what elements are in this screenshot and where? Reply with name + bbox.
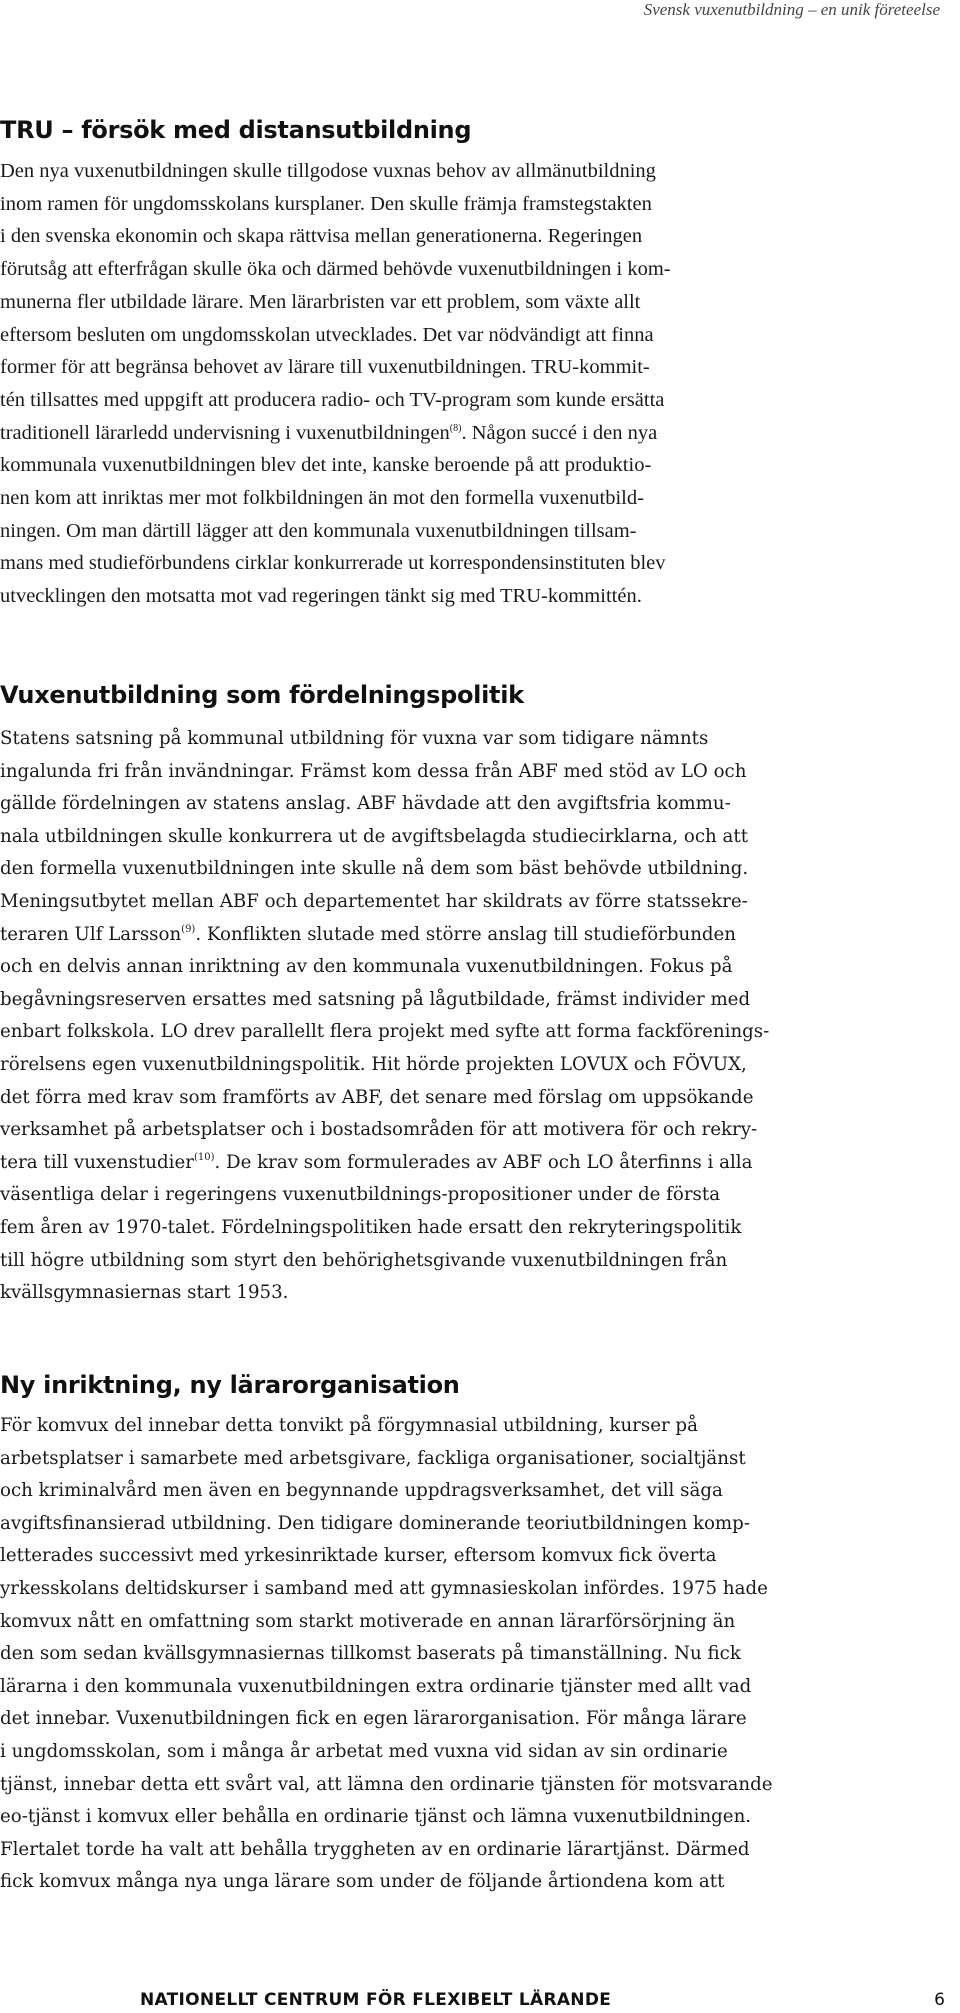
text-line <box>0 417 960 450</box>
text-line: nala utbildningen skulle konkurrera ut de avgiftsbelagda studiecirklarna, och att <box>0 825 748 847</box>
text-line: nen kom att inriktas mer mot folkbildningen än mot den formella vuxenutbild- <box>0 487 644 510</box>
text-line: avgiftsfinansierad utbildning. Den tidigare dominerande teoriutbildningen komp- <box>0 1512 750 1534</box>
text-line: och en delvis annan inriktning av den kommunala vuxenutbildningen. Fokus på <box>0 956 733 978</box>
section-fordelningspolitik <box>0 680 960 1310</box>
text-fragment: . Någon succé i den nya <box>461 421 658 444</box>
text-line: i ungdomsskolan, som i många år arbetat med vuxna vid sidan av sin ordinarie <box>0 1740 728 1762</box>
text-line <box>0 1147 960 1180</box>
text-line: yrkesskolans deltidskurser i samband med att gymnasieskolan infördes. 1975 hade <box>0 1577 768 1599</box>
text-fragment: . De krav som formulerades av ABF och LO återfinns i alla <box>214 1151 753 1173</box>
text-line: Den nya vuxenutbildningen skulle tillgodose vuxnas behov av allmänutbildning <box>0 160 656 182</box>
text-line: ningen. Om man därtill lägger att den kommunala vuxenutbildningen tillsam- <box>0 519 637 542</box>
text-line: kommunala vuxenutbildningen blev det inte, kanske beroende på att produktio- <box>0 454 652 477</box>
section-heading: TRU – försök med distansutbildning <box>0 116 472 144</box>
running-header: Svensk vuxenutbildning – en unik företeelse <box>643 0 940 19</box>
text-line: fem åren av 1970-talet. Fördelningspolitiken hade ersatt den rekryteringspolitik <box>0 1216 742 1238</box>
text-line: och kriminalvård men även en begynnande uppdragsverksamhet, det vill säga <box>0 1480 723 1502</box>
text-line: mans med studieförbundens cirklar konkurrerade ut korrespondensinstituten blev <box>0 552 666 575</box>
text-fragment: . Konflikten slutade med större anslag till studieförbunden <box>195 923 737 945</box>
footnote-ref: (9) <box>181 923 196 935</box>
text-line: Statens satsning på kommunal utbildning för vuxna var som tidigare nämnts <box>0 728 709 749</box>
text-line: det förra med krav som framförts av ABF, det senare med förslag om uppsökande <box>0 1086 754 1108</box>
text-line <box>0 919 960 952</box>
text-line: enbart folkskola. LO drev parallellt flera projekt med syfte att forma fackförenings- <box>0 1021 770 1043</box>
text-line: lärarna i den kommunala vuxenutbildningen extra ordinarie tjänster med allt vad <box>0 1675 752 1697</box>
text-line: det innebar. Vuxenutbildningen fick en egen lärarorganisation. För många lärare <box>0 1708 747 1730</box>
text-line: tén tillsattes med uppgift att producera radio- och TV-program som kunde ersätta <box>0 388 665 411</box>
section-paragraph <box>0 155 960 613</box>
text-line: väsentliga delar i regeringens vuxenutbildnings-propositioner under de första <box>0 1184 721 1206</box>
footer-organization: NATIONELLT CENTRUM FÖR FLEXIBELT LÄRANDE <box>140 1990 612 2010</box>
text-line: former för att begränsa behovet av lärare till vuxenutbildningen. TRU-kommit- <box>0 356 650 379</box>
text-line: För komvux del innebar detta tonvikt på förgymnasial utbildning, kurser på <box>0 1415 698 1436</box>
text-line: den som sedan kvällsgymnasiernas tillkomst baserats på timanställning. Nu fick <box>0 1643 741 1665</box>
text-line: kvällsgymnasiernas start 1953. <box>0 1282 289 1304</box>
section-ny-inriktning <box>0 1370 960 1899</box>
text-line: begåvningsreserven ersattes med satsning på lågutbildade, främst individer med <box>0 988 751 1010</box>
text-line: förutsåg att efterfrågan skulle öka och därmed behövde vuxenutbildningen i kom- <box>0 258 671 281</box>
section-tru <box>0 115 960 613</box>
page-footer <box>140 1990 945 2010</box>
page-number: 6 <box>934 1990 945 2010</box>
text-line: den formella vuxenutbildningen inte skulle nå dem som bäst behövde utbildning. <box>0 858 749 880</box>
text-line: rörelsens egen vuxenutbildningspolitik. Hit hörde projekten LOVUX och FÖVUX, <box>0 1053 747 1075</box>
text-line: tjänst, innebar detta ett svårt val, att lämna den ordinarie tjänsten för motsvarande <box>0 1773 773 1795</box>
text-line: eftersom besluten om ungdomsskolan utvecklades. Det var nödvändigt att finna <box>0 323 654 346</box>
section-paragraph <box>0 1410 960 1899</box>
text-line: arbetsplatser i samarbete med arbetsgivare, fackliga organisationer, socialtjänst <box>0 1447 746 1469</box>
text-fragment: teraren Ulf Larsson <box>0 923 182 945</box>
text-line: i den svenska ekonomin och skapa rättvisa mellan generationerna. Regeringen <box>0 225 643 248</box>
section-heading: Ny inriktning, ny lärarorganisation <box>0 1371 460 1399</box>
text-line: ingalunda fri från invändningar. Främst kom dessa från ABF med stöd av LO och <box>0 760 747 782</box>
text-line: letterades successivt med yrkesinriktade kurser, eftersom komvux fick överta <box>0 1545 717 1567</box>
text-line: utvecklingen den motsatta mot vad regeringen tänkt sig med TRU-kommittén. <box>0 585 642 608</box>
section-paragraph <box>0 723 960 1310</box>
footnote-ref: (8) <box>449 422 462 434</box>
text-line: till högre utbildning som styrt den behörighetsgivande vuxenutbildningen från <box>0 1249 728 1271</box>
section-heading: Vuxenutbildning som fördelningspolitik <box>0 681 524 709</box>
text-line: fick komvux många nya unga lärare som under de följande årtiondena kom att <box>0 1871 725 1893</box>
text-line: Flertalet torde ha valt att behålla tryggheten av en ordinarie lärartjänst. Därmed <box>0 1838 750 1860</box>
text-fragment: tera till vuxenstudier <box>0 1151 194 1173</box>
text-line: inom ramen för ungdomsskolans kursplaner. Den skulle främja framstegstakten <box>0 192 652 215</box>
footnote-ref: (10) <box>193 1151 215 1163</box>
text-line: munerna fler utbildade lärare. Men lärarbristen var ett problem, som växte allt <box>0 290 641 313</box>
text-line: verksamhet på arbetsplatser och i bostadsområden för att motivera för och rekry- <box>0 1119 758 1141</box>
text-fragment: traditionell lärarledd undervisning i vuxenutbildningen <box>0 421 450 444</box>
text-line: eo-tjänst i komvux eller behålla en ordinarie tjänst och lämna vuxenutbildningen. <box>0 1806 752 1828</box>
text-line: Meningsutbytet mellan ABF och departementet har skildrats av förre statssekre- <box>0 890 748 912</box>
text-line: komvux nått en omfattning som starkt motiverade en annan lärarförsörjning än <box>0 1610 736 1632</box>
text-line: gällde fördelningen av statens anslag. ABF hävdade att den avgiftsfria kommu- <box>0 793 731 815</box>
